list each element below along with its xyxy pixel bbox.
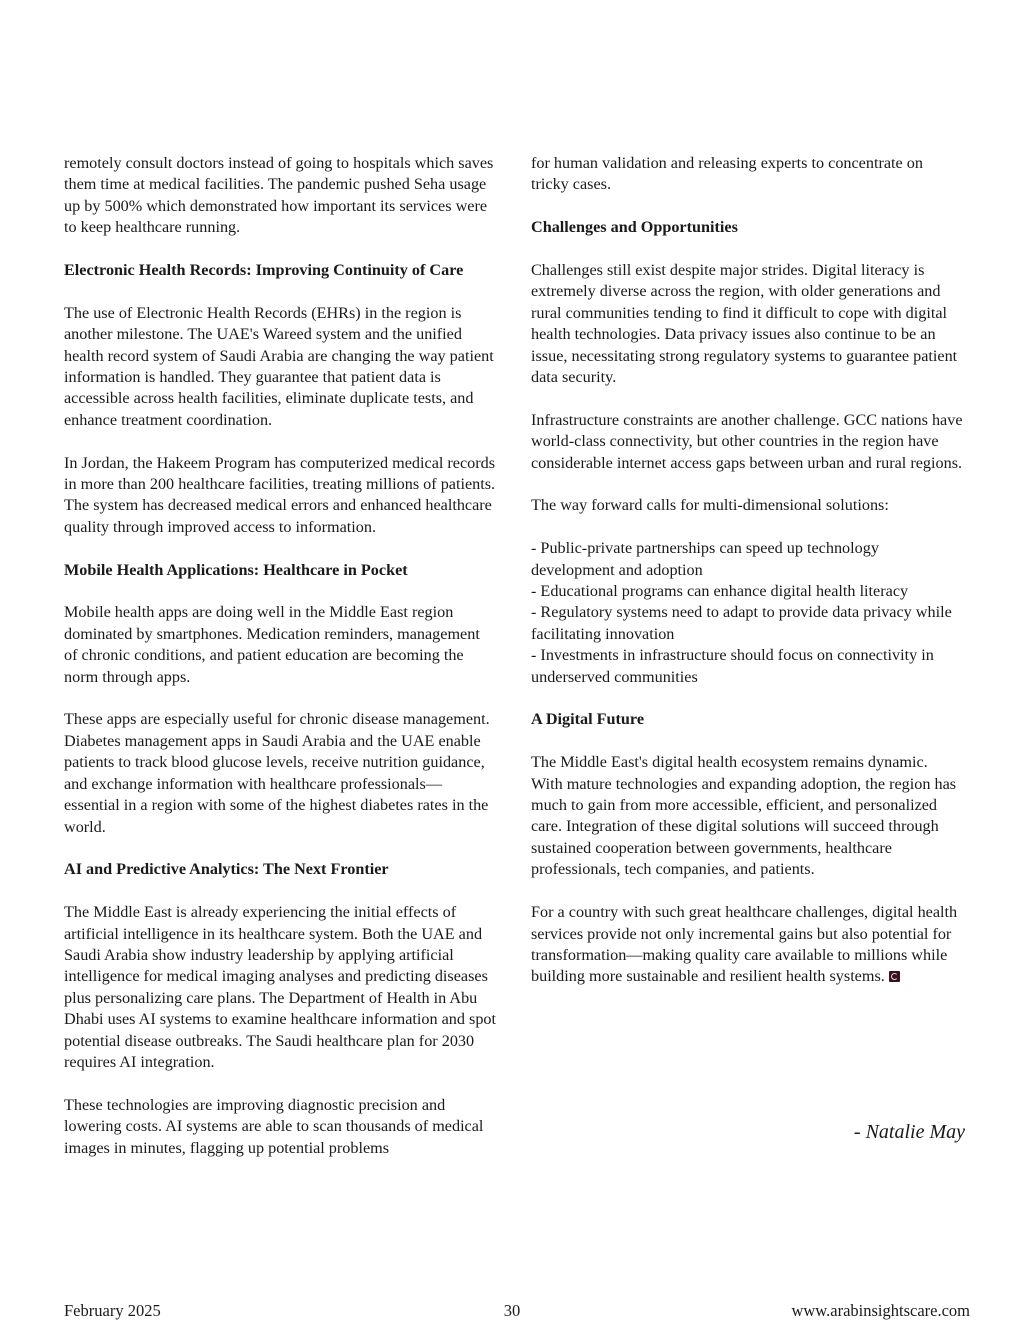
list-item: - Educational programs can enhance digital health literacy	[531, 582, 909, 601]
footer-date: February 2025	[64, 1301, 161, 1320]
paragraph: These apps are especially useful for chronic disease management. Diabetes management apps in Saudi Arabia and the UAE enable patients to track blood glucose levels, receive nutrition guidance, and exchange information with healthcare professionals—essential in a region with some of the highest diabetes rates in the world.	[64, 710, 490, 836]
paragraph: The way forward calls for multi-dimensional solutions:	[531, 496, 889, 515]
author-signature: - Natalie May	[853, 1121, 965, 1143]
paragraph: In Jordan, the Hakeem Program has computerized medical records in more than 200 healthcare facilities, treating millions of patients. The system has decreased medical errors and enhanced healthcare quality through improved access to information.	[64, 453, 496, 536]
paragraph: The Middle East's digital health ecosystem remains dynamic. With mature technologies and expanding adoption, the region has much to gain from more accessible, efficient, and personalized care. Integration of these digital solutions will succeed through sustained cooperation between governments, healthcare professionals, tech companies, and patients.	[531, 753, 957, 879]
paragraph: Infrastructure constraints are another challenge. GCC nations have world-class connectivity, but other countries in the region have considerable internet access gaps between urban and rural regions.	[531, 410, 963, 472]
section-heading: AI and Predictive Analytics: The Next Frontier	[64, 860, 389, 879]
paragraph: The use of Electronic Health Records (EHRs) in the region is another milestone. The UAE's Wareed system and the unified health record system of Saudi Arabia are changing the way patient information is handled. They guarantee that patient data is accessible across health facilities, eliminate duplicate tests, and enhance treatment coordination.	[64, 303, 494, 429]
paragraph: for human validation and releasing experts to concentrate on tricky cases.	[531, 154, 923, 194]
paragraph: Challenges still exist despite major strides. Digital literacy is extremely diverse across the region, with older generations and rural communities tending to find it difficult to cope with digital health technologies. Data privacy issues also continue to be an issue, necessitating strong regulatory systems to guarantee patient data security.	[531, 261, 958, 387]
footer-url[interactable]: www.arabinsightscare.com	[791, 1301, 970, 1320]
paragraph: Mobile health apps are doing well in the Middle East region dominated by smartphones. Medication reminders, management of chronic conditions, and patient education are becoming the norm through apps.	[64, 603, 480, 686]
list-item: - Public-private partnerships can speed up technology development and adoption	[531, 539, 879, 579]
paragraph-text: For a country with such great healthcare challenges, digital health services provide not only incremental gains but also potential for transformation—making quality care available to millions while building more sustainable and resilient health systems.	[531, 903, 958, 986]
paragraph: These technologies are improving diagnostic precision and lowering costs. AI systems are able to scan thousands of medical images in minutes, flagging up potential problems	[64, 1095, 484, 1157]
end-of-article-icon	[889, 971, 900, 982]
left-column	[64, 153, 496, 1180]
list-item: - Investments in infrastructure should focus on connectivity in underserved communities	[531, 646, 934, 686]
section-heading: Mobile Health Applications: Healthcare in Pocket	[64, 560, 408, 579]
closing-paragraph	[531, 902, 963, 988]
paragraph: remotely consult doctors instead of going to hospitals which saves them time at medical facilities. The pandemic pushed Seha usage up by 500% which demonstrated how important its services were to keep healthcare running.	[64, 154, 494, 237]
section-heading: Challenges and Opportunities	[531, 218, 738, 237]
list-item: - Regulatory systems need to adapt to provide data privacy while facilitating innovation	[531, 603, 952, 643]
footer-page-number: 30	[503, 1301, 521, 1320]
right-column	[531, 153, 963, 1009]
section-heading: Electronic Health Records: Improving Continuity of Care	[64, 261, 464, 280]
paragraph: The Middle East is already experiencing the initial effects of artificial intelligence in its healthcare system. Both the UAE and Saudi Arabia show industry leadership by applying artificial intelligence for medical imaging analyses and predicting diseases plus personalizing care plans. The Department of Health in Abu Dhabi uses AI systems to examine healthcare information and spot potential disease outbreaks. The Saudi healthcare plan for 2030 requires AI integration.	[64, 903, 497, 1071]
solutions-list	[531, 538, 963, 688]
section-heading: A Digital Future	[531, 710, 645, 729]
